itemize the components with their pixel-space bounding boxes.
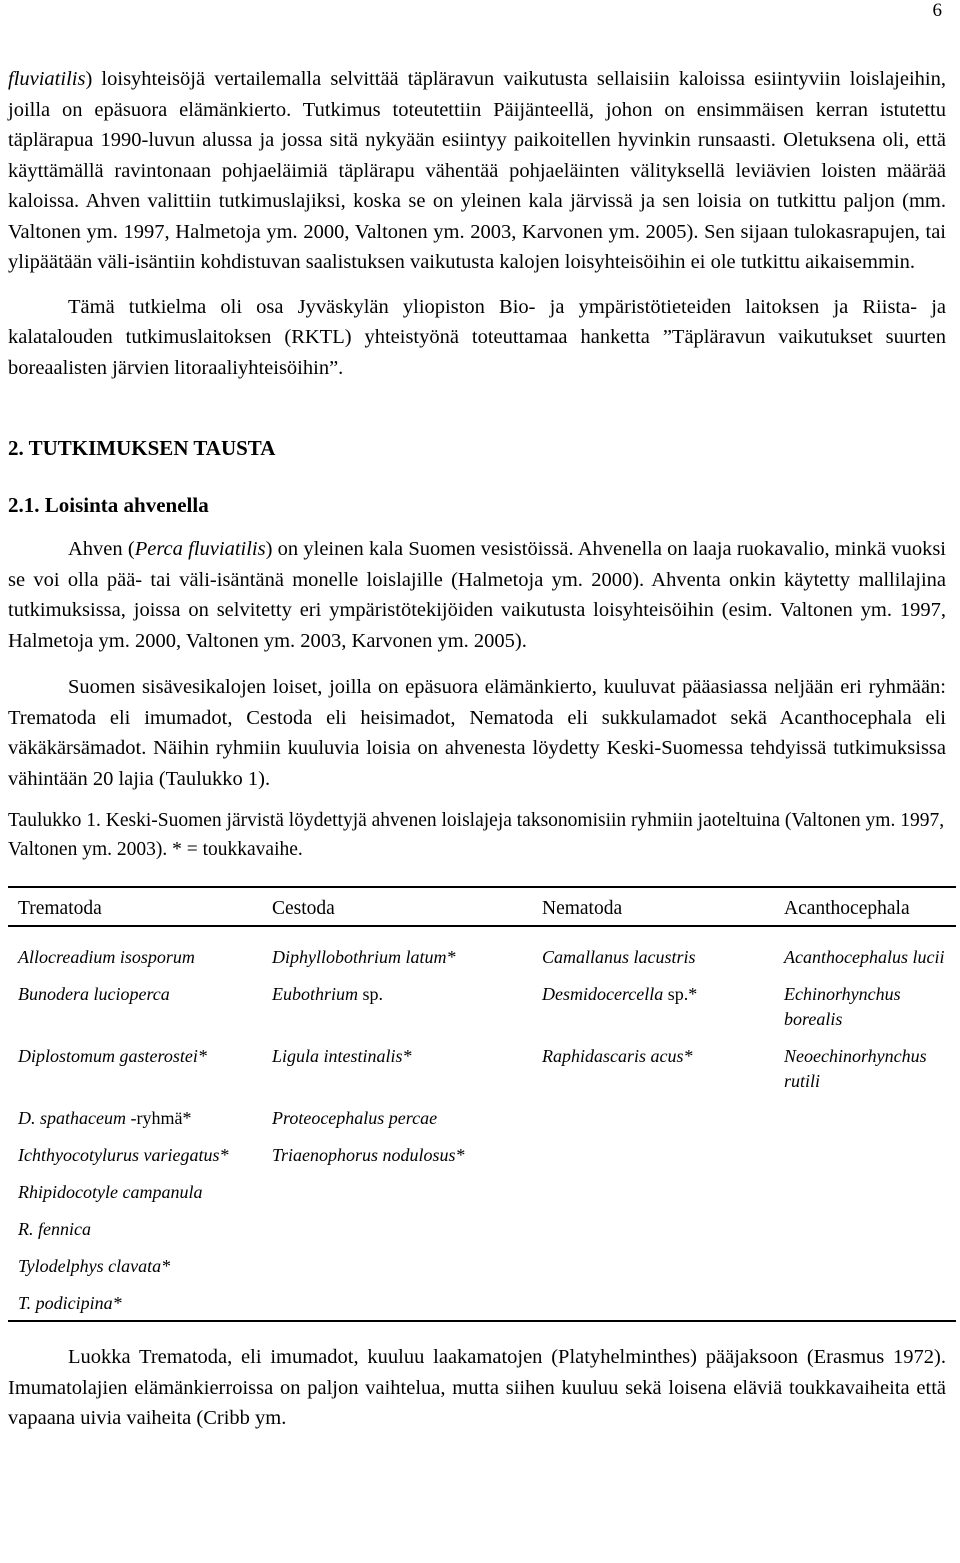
groups-paragraph: Suomen sisävesikalojen loiset, joilla on epäsuora elämänkierto, kuuluvat pääasiassa neljään eri ryhmään: Trematoda eli imumadot, Cestoda eli heisimadot, Nematoda eli sukkulamadot sekä Acanthocephala eli väkäkärsämadot. Näihin ryhmiin kuuluvia loisia on ahvenesta löydetty Keski-Suomessa tehdyissä tutkimuksissa vähintään 20 lajia (Taulukko 1). [8,676,946,790]
table-header-row [8,887,956,926]
table-cell [532,1172,774,1209]
table-cell [532,1283,774,1321]
table-cell: T. podicipina* [8,1283,262,1321]
table-cell: Neoechinorhynchus rutili [784,1046,927,1091]
table-row [8,1135,956,1172]
table-cell [262,1246,532,1283]
header-cestoda: Cestoda [262,887,532,926]
table-cell [532,1246,774,1283]
table-cell: Rhipidocotyle campanula [18,1182,203,1202]
table-cell: Desmidocercella sp.* [542,984,698,1004]
table-cell [774,1172,956,1209]
parasite-table [8,886,946,1322]
table-cell: Ligula intestinalis* [272,1046,412,1066]
intro-text: ) loisyhteisöjä vertailemalla selvittää täpläravun vaikutusta sellaisiin kaloissa esiintyviin loislajeihin, joilla on epäsuora elämänkierto. Tutkimus toteutettiin Päijänteellä, johon on ensimmäisen kerran istutettu täplärapua 1990-luvun alussa ja jossa sitä nykyään esiintyy paikoitellen hyvinkin runsaasti. Oletuksena oli, että käyttämällä ravintonaan pohjaeläimiä täplärapu vähentää pohjaeläinten välityksellä leviävien loisten määrää kaloissa. Ahven valittiin tutkimuslajiksi, koska se on yleinen kala järvissä ja sen loisia on tutkittu paljon (mm. Valtonen ym. 1997, Halmetoja ym. 2000, Valtonen ym. 2003, Karvonen ym. 2005). Sen sijaan tulokasrapujen, tai ylipäätään väli-isäntiin kohdistuvan saalistuksen vaikutusta kalojen loisyhteisöihin ei ole tutkittu aikaisemmin. [8,68,946,273]
table-cell [774,1209,956,1246]
table-row [8,1036,956,1098]
table-cell [774,1283,956,1321]
table-cell: Tylodelphys clavata* [18,1256,171,1276]
table-cell: Diphyllobothrium latum* [272,947,456,967]
table-cell: Bunodera lucioperca [18,984,170,1004]
table-cell: Eubothrium sp. [272,984,384,1004]
table-cell: D. spathaceum -ryhmä* [18,1108,192,1128]
table-cell: R. fennica [18,1219,91,1239]
header-acanthocephala: Acanthocephala [774,887,956,926]
table-row [8,974,956,1036]
trematoda-paragraph: Luokka Trematoda, eli imumadot, kuuluu laakamatojen (Platyhelminthes) pääjaksoon (Erasmus 1972). Imumatolajien elämänkierroissa on paljon vaihtelua, mutta siihen kuuluu sekä loisena eläviä toukkavaiheita että vapaana uivia vaiheita (Cribb ym. [8,1346,946,1429]
table-row [8,926,956,974]
table-cell: Triaenophorus nodulosus* [272,1145,465,1165]
section-heading: 2. TUTKIMUKSEN TAUSTA [8,436,276,460]
table-cell [532,1209,774,1246]
table-cell: Allocreadium isosporum [18,947,195,967]
header-trematoda: Trematoda [8,887,262,926]
intro-paragraph [8,64,946,278]
table-cell [262,1172,532,1209]
table-row [8,1283,956,1321]
table-cell [262,1209,532,1246]
page-number: 6 [932,0,942,21]
table-row [8,1246,956,1283]
ahven-rest: ) on yleinen kala Suomen vesistöissä. Ahvenella on laaja ruokavalio, minkä vuoksi se voi olla pää- tai väli-isäntänä monelle loislajille (Halmetoja ym. 2000). Ahventa onkin käytetty mallilajina tutkimuksissa, joissa on selvitetty eri ympäristötekijöiden vaikutusta loisyhteisöihin (esim. Valtonen ym. 1997, Halmetoja ym. 2000, Valtonen ym. 2003, Karvonen ym. 2005). [8,538,946,652]
ahven-lead: Ahven ( [68,538,135,560]
table-cell: Acanthocephalus lucii [784,947,945,967]
header-nematoda: Nematoda [532,887,774,926]
document-body [8,64,946,1434]
table-row [8,1172,956,1209]
table-cell: Echinorhynchus borealis [784,984,901,1029]
table-cell [774,1246,956,1283]
table-caption: Taulukko 1. Keski-Suomen järvistä löydettyjä ahvenen loislajeja taksonomisiin ryhmiin jaoteltuina (Valtonen ym. 1997, Valtonen ym. 2003). * = toukkavaihe. [8,810,945,860]
table-row [8,1209,956,1246]
table-cell [532,1135,774,1172]
species-name: Perca fluviatilis [134,538,266,560]
table-cell: Ichthyocotylurus variegatus* [18,1145,229,1165]
table-row [8,1098,956,1135]
table-cell [774,1098,956,1135]
subsection-heading: 2.1. Loisinta ahvenella [8,492,209,517]
table-cell: Raphidascaris acus* [542,1046,693,1066]
table-cell [262,1283,532,1321]
table-cell: Camallanus lacustris [542,947,696,967]
table-cell: Proteocephalus percae [272,1108,438,1128]
species-name: fluviatilis [8,68,86,90]
table-cell: Diplostomum gasterostei* [18,1046,207,1066]
table-cell [774,1135,956,1172]
table-cell [532,1098,774,1135]
ahven-paragraph [8,534,946,656]
project-paragraph: Tämä tutkielma oli osa Jyväskylän yliopiston Bio- ja ympäristötieteiden laitoksen ja Riista- ja kalatalouden tutkimuslaitoksen (RKTL) yhteistyönä toteuttamaa hanketta ”Täpläravun vaikutukset suurten boreaalisten järvien litoraaliyhteisöihin”. [8,295,946,379]
